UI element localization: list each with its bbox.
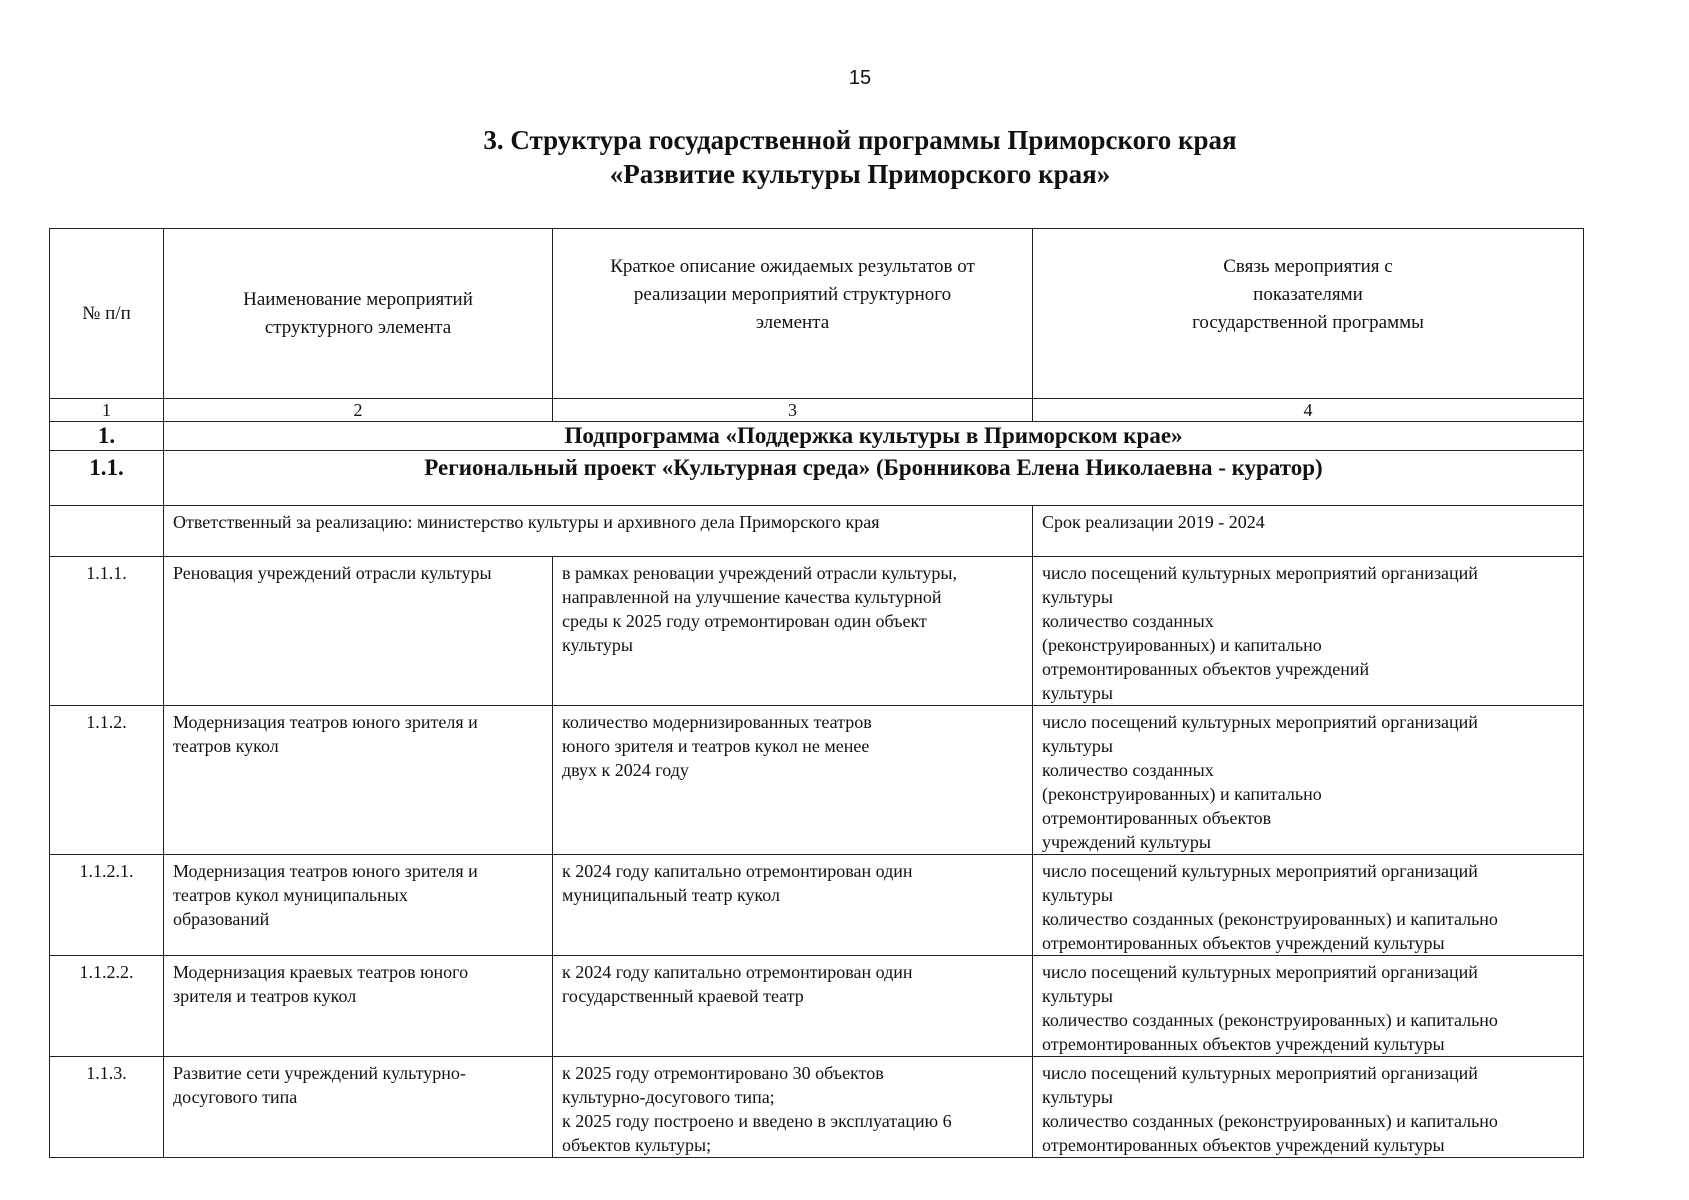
- text-line: количество модернизированных театров: [562, 712, 872, 732]
- text-line: отремонтированных объектов учреждений культуры: [1042, 933, 1445, 953]
- text-line: государственный краевой театр: [562, 986, 804, 1006]
- text-line: среды к 2025 году отремонтирован один объект: [562, 611, 927, 631]
- header-cell-number: № п/п: [50, 229, 164, 399]
- text-line: к 2025 году отремонтировано 30 объектов: [562, 1063, 884, 1083]
- implementation-term: Срок реализации 2019 - 2024: [1033, 506, 1584, 557]
- header-cell-indicators: [1033, 229, 1584, 399]
- text-line: к 2025 году построено и введено в эксплуатацию 6: [562, 1111, 952, 1131]
- text-line: театров кукол муниципальных: [173, 885, 408, 905]
- table-row: [50, 706, 1584, 855]
- column-number: 2: [164, 399, 553, 422]
- text-line: отремонтированных объектов учреждений: [1042, 659, 1370, 679]
- text-line: отремонтированных объектов учреждений культуры: [1042, 1135, 1445, 1155]
- row-name: [164, 1057, 553, 1158]
- text-line: количество созданных: [1042, 611, 1214, 631]
- text-line: (реконструированных) и капитально: [1042, 784, 1322, 804]
- text-line: Развитие сети учреждений культурно-: [173, 1063, 466, 1083]
- column-number: 4: [1033, 399, 1584, 422]
- header-line: элемента: [755, 312, 830, 333]
- header-cell-name: [164, 229, 553, 399]
- header-line: Связь мероприятия с: [1223, 256, 1393, 277]
- text-line: Модернизация театров юного зрителя и: [173, 861, 478, 881]
- subprogram-title: Подпрограмма «Поддержка культуры в Приморском крае»: [164, 422, 1584, 451]
- text-line: образований: [173, 909, 270, 929]
- row-number: 1.1.1.: [50, 557, 164, 706]
- text-line: культурно-досугового типа;: [562, 1087, 775, 1107]
- subprogram-number: 1.: [50, 422, 164, 451]
- row-indicators: [1033, 706, 1584, 855]
- text-line: число посещений культурных мероприятий организаций: [1042, 962, 1478, 982]
- header-row: [50, 229, 1584, 399]
- text-line: к 2024 году капитально отремонтирован один: [562, 861, 913, 881]
- text-line: культуры: [1042, 885, 1113, 905]
- table-row: [50, 1057, 1584, 1158]
- text-line: Модернизация краевых театров юного: [173, 962, 469, 982]
- text-line: направленной на улучшение качества культурной: [562, 587, 942, 607]
- row-description: [553, 706, 1033, 855]
- text-line: культуры: [1042, 736, 1113, 756]
- header-line: Наименование мероприятий: [243, 288, 473, 310]
- text-line: юного зрителя и театров кукол не менее: [562, 736, 870, 756]
- responsible-text: Ответственный за реализацию: министерство культуры и архивного дела Приморского края: [164, 506, 1033, 557]
- text-line: число посещений культурных мероприятий организаций: [1042, 563, 1478, 583]
- text-line: отремонтированных объектов: [1042, 808, 1272, 828]
- header-line: показателями: [1253, 284, 1363, 305]
- text-line: количество созданных: [1042, 760, 1214, 780]
- header-cell-description: [553, 229, 1033, 399]
- text-line: количество созданных (реконструированных) и капитально: [1042, 1010, 1498, 1030]
- title-line-1: 3. Структура государственной программы Приморского края: [483, 125, 1237, 155]
- project-row: [50, 451, 1584, 506]
- table-row: [50, 557, 1584, 706]
- text-line: (реконструированных) и капитально: [1042, 635, 1322, 655]
- page-number: 15: [848, 67, 872, 89]
- text-line: учреждений культуры: [1042, 832, 1211, 852]
- row-indicators: [1033, 1057, 1584, 1158]
- text-line: культуры: [1042, 1087, 1113, 1107]
- text-line: культуры: [562, 635, 633, 655]
- row-number: 1.1.3.: [50, 1057, 164, 1158]
- text-line: зрителя и театров кукол: [173, 986, 357, 1006]
- header-line: структурного элемента: [264, 316, 452, 338]
- text-line: количество созданных (реконструированных) и капитально: [1042, 909, 1498, 929]
- column-number: 1: [50, 399, 164, 422]
- column-numbers-row: [50, 399, 1584, 422]
- header-line: государственной программы: [1192, 312, 1424, 333]
- row-indicators: [1033, 557, 1584, 706]
- row-indicators: [1033, 956, 1584, 1057]
- text-line: культуры: [1042, 986, 1113, 1006]
- row-name: [164, 557, 553, 706]
- text-line: к 2024 году капитально отремонтирован один: [562, 962, 913, 982]
- row-name: [164, 956, 553, 1057]
- empty-cell: [50, 506, 164, 557]
- subprogram-row: [50, 422, 1584, 451]
- row-description: [553, 1057, 1033, 1158]
- row-name: [164, 855, 553, 956]
- title-line-2: «Развитие культуры Приморского края»: [609, 159, 1111, 189]
- text-line: отремонтированных объектов учреждений культуры: [1042, 1034, 1445, 1054]
- text-line: культуры: [1042, 587, 1113, 607]
- header-line: реализации мероприятий структурного: [633, 284, 952, 305]
- row-number: 1.1.2.2.: [50, 956, 164, 1057]
- text-line: количество созданных (реконструированных) и капитально: [1042, 1111, 1498, 1131]
- row-description: [553, 557, 1033, 706]
- text-line: объектов культуры;: [562, 1135, 712, 1155]
- text-line: число посещений культурных мероприятий организаций: [1042, 712, 1478, 732]
- table-row: [50, 956, 1584, 1057]
- row-indicators: [1033, 855, 1584, 956]
- text-line: число посещений культурных мероприятий организаций: [1042, 861, 1478, 881]
- project-title: Региональный проект «Культурная среда» (Бронникова Елена Николаевна - куратор): [164, 451, 1584, 506]
- text-line: двух к 2024 году: [562, 760, 689, 780]
- text-line: муниципальный театр кукол: [562, 885, 781, 905]
- header-line: Краткое описание ожидаемых результатов от: [610, 256, 975, 277]
- text-line: культуры: [1042, 683, 1113, 703]
- text-line: Модернизация театров юного зрителя и: [173, 712, 478, 732]
- row-description: [553, 855, 1033, 956]
- text-line: театров кукол: [173, 736, 279, 756]
- structure-table: [49, 228, 1584, 1158]
- row-name: [164, 706, 553, 855]
- row-number: 1.1.2.: [50, 706, 164, 855]
- row-number: 1.1.2.1.: [50, 855, 164, 956]
- text-line: в рамках реновации учреждений отрасли культуры,: [562, 563, 958, 583]
- page-title: [0, 123, 1689, 191]
- project-number: 1.1.: [50, 451, 164, 506]
- row-description: [553, 956, 1033, 1057]
- text-line: число посещений культурных мероприятий организаций: [1042, 1063, 1478, 1083]
- text-line: Реновация учреждений отрасли культуры: [173, 563, 492, 583]
- column-number: 3: [553, 399, 1033, 422]
- text-line: досугового типа: [173, 1087, 298, 1107]
- table-row: [50, 855, 1584, 956]
- responsible-row: [50, 506, 1584, 557]
